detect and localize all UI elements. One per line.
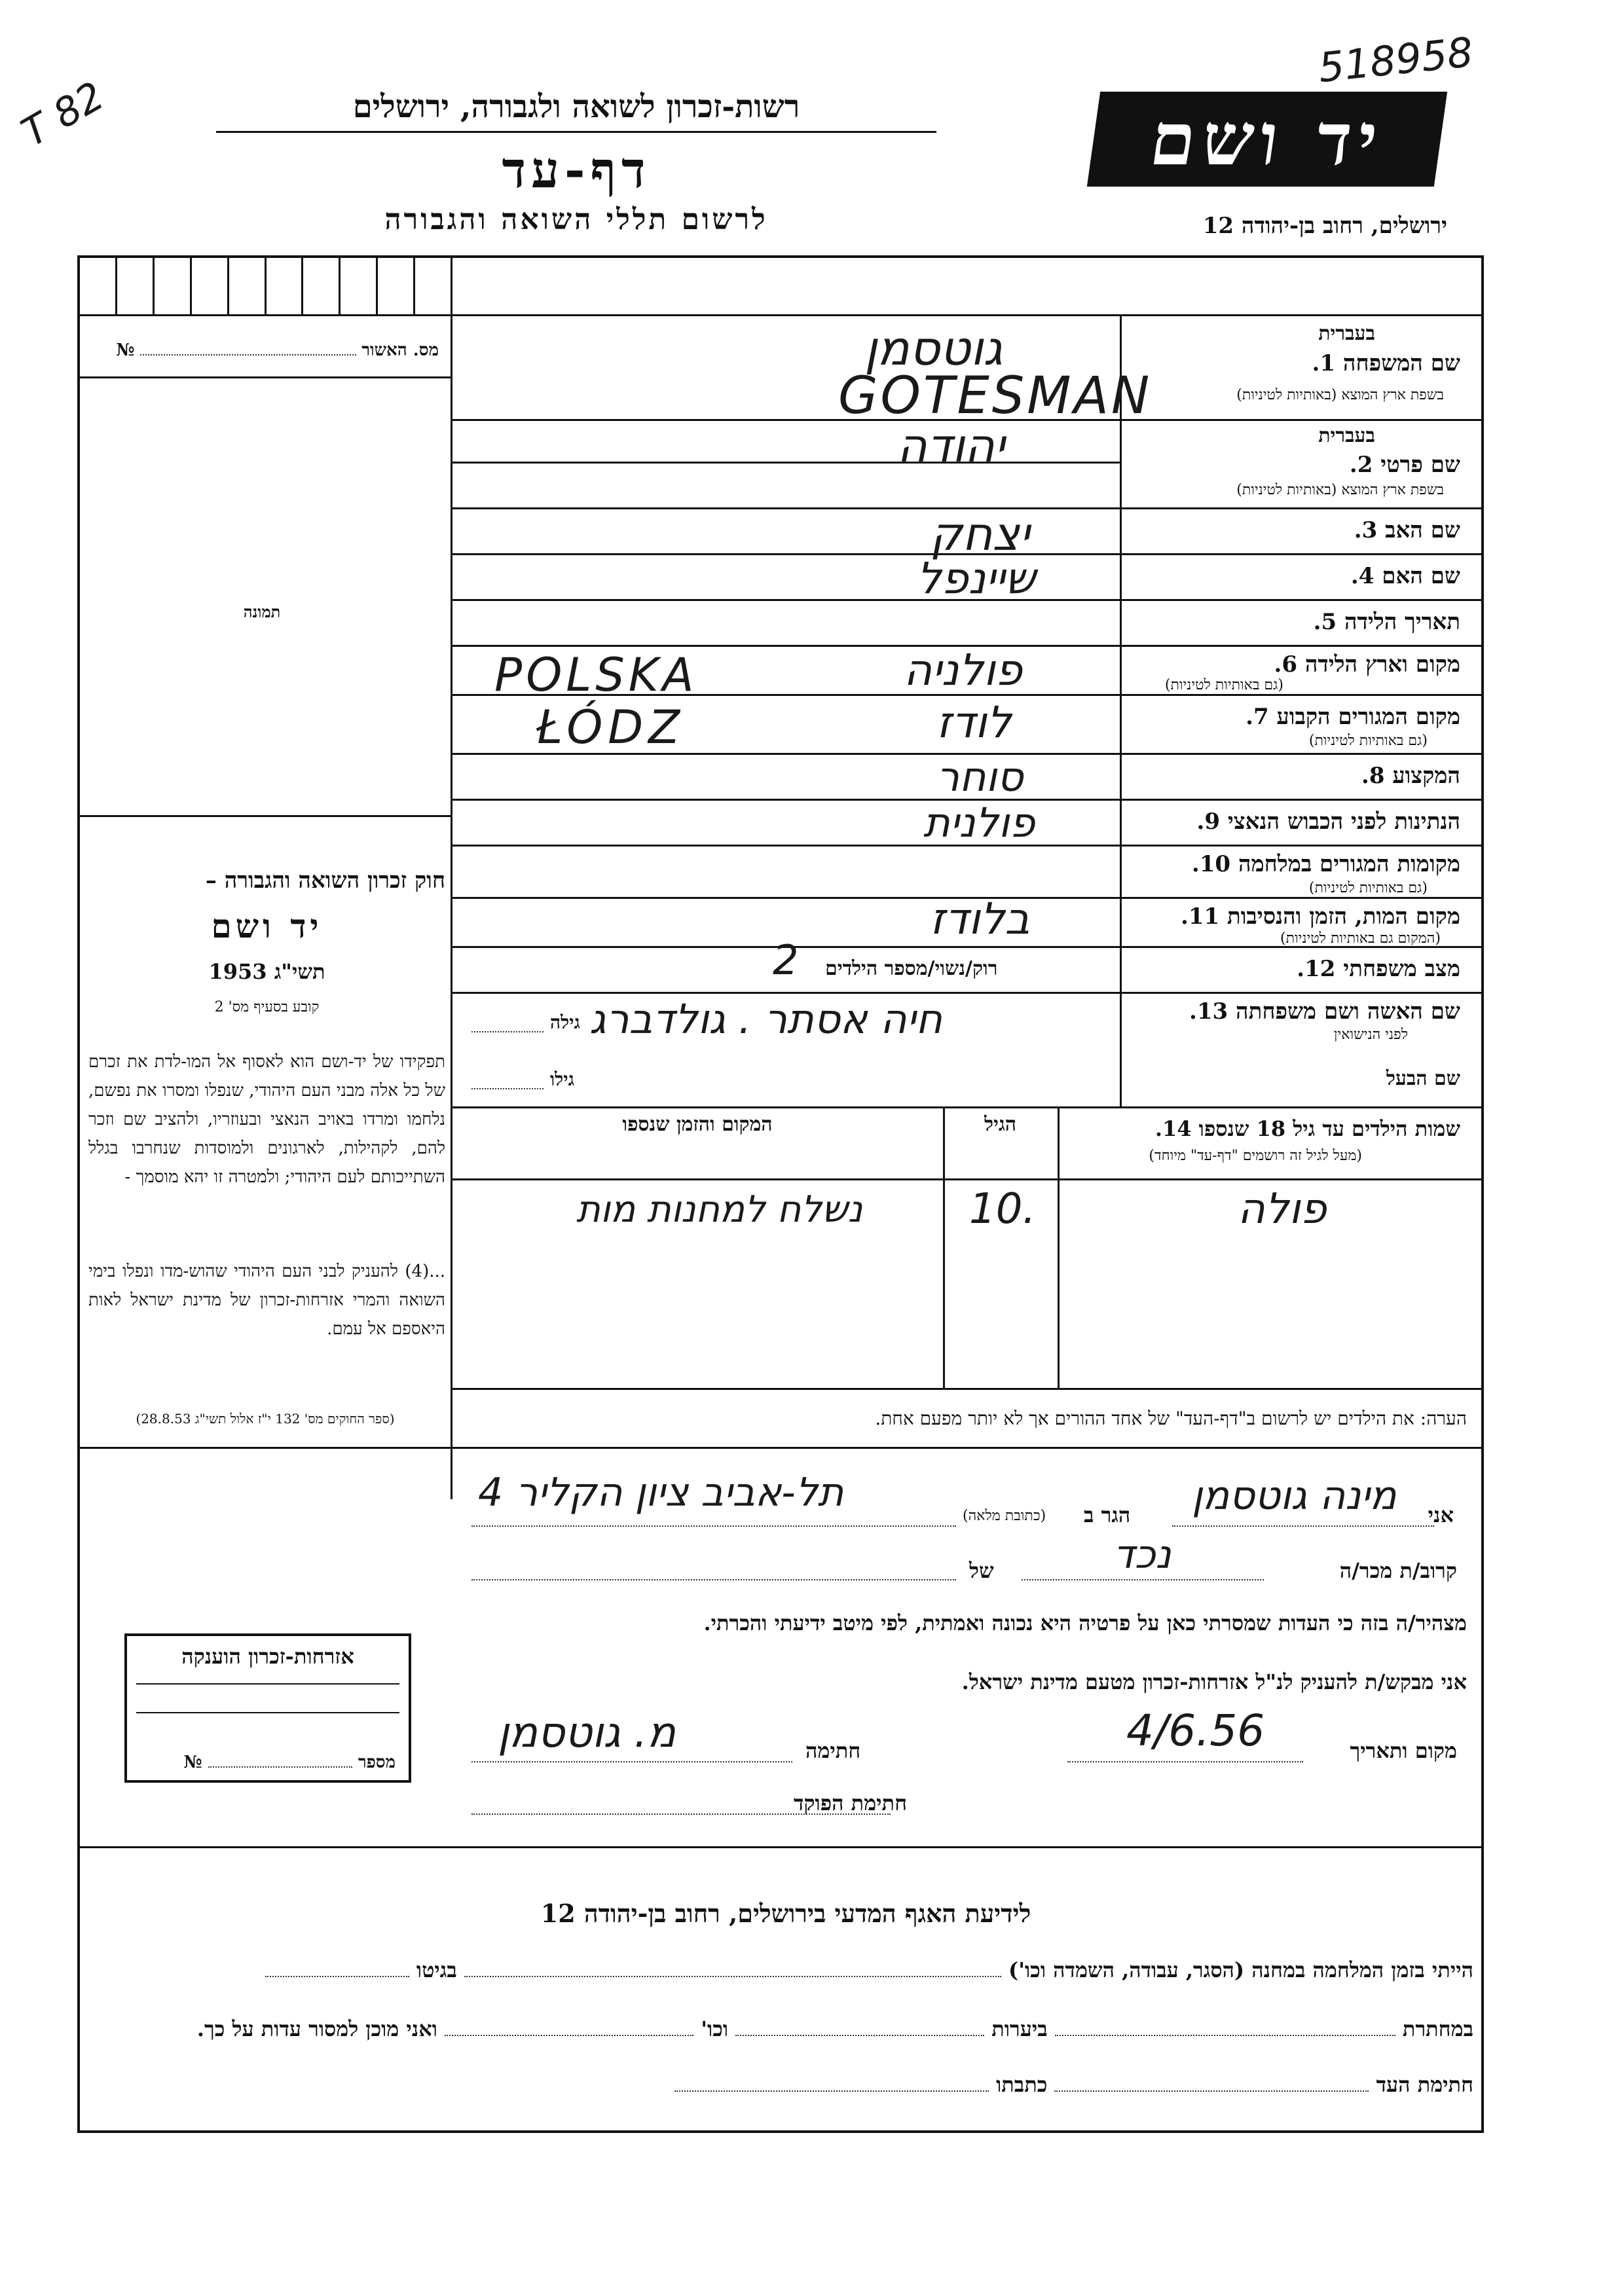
law-year: תשי"ג 1953 <box>208 959 325 984</box>
header-address: ירושלים, רחוב בן-יהודה 12 <box>1202 213 1447 239</box>
field-3-value: יצחק <box>930 507 1030 561</box>
husband-age-label: גילו <box>550 1068 574 1090</box>
margin-note: T 82 <box>14 73 112 156</box>
footer-line-1: הייתי בזמן המלחמה במחנה (הסגר, עבודה, השמדה וכו') בגיטו <box>85 1958 1473 1982</box>
field-2-label: שם פרטי 2. <box>1349 452 1460 478</box>
field-1-value-latin: GOTESMAN <box>838 367 1153 426</box>
field-11-label: מקום המות, הזמן והנסיבות 11. <box>1180 903 1460 930</box>
child-age: 10. <box>969 1185 1036 1233</box>
logo-text: יד ושם <box>1145 97 1390 181</box>
decl-address-note: (כתובת מלאה) <box>963 1508 1046 1524</box>
field-13-label: שם האשה ושם משפחתה 13. <box>1189 998 1460 1025</box>
field-6-value-he: פולניה <box>904 645 1023 695</box>
child-name: פולה <box>1238 1185 1327 1233</box>
field-6-label: מקום וארץ הלידה 6. <box>1274 651 1460 678</box>
field-9-label: הנתינות לפני הכבוש הנאצי 9. <box>1196 809 1460 835</box>
approval-row <box>92 340 439 360</box>
field-7-label: מקום המגורים הקבוע 7. <box>1246 704 1460 730</box>
field-13-note: לפני הנישואין <box>1333 1027 1408 1043</box>
form-title: דף-עד <box>502 141 651 199</box>
decl-signature: מ. גוטסמן <box>498 1709 676 1757</box>
child-place: נשלח למחנות מות <box>576 1188 863 1231</box>
field-5-label: תאריך הלידה 5. <box>1313 609 1460 635</box>
decl-name: מינה גוטסמן <box>1192 1473 1397 1519</box>
field-8-label: המקצוע 8. <box>1361 763 1460 789</box>
children-col-age: הגיל <box>984 1113 1017 1136</box>
decl-officer-label: חתימת הפוקד <box>794 1791 907 1815</box>
decl-relation: נכד <box>1113 1532 1172 1578</box>
field-12-marital-options: רוק/נשוי/מספר הילדים <box>825 957 998 980</box>
law-text-2: ...(4) להעניק לבני העם היהודי שהוש-מדו ונפלו בימי השואה והמרי אזרחות-זכרון של מדינת ישראל לאות היאספם אל עמם. <box>88 1262 445 1339</box>
field-2-lang: בעברית <box>1318 424 1375 447</box>
citizenship-number-label: מספר <box>358 1753 396 1772</box>
citizenship-box <box>124 1633 411 1783</box>
field-4-value: שיינפל <box>917 553 1036 604</box>
field-7-note: (גם באותיות לטיניות) <box>1308 733 1428 749</box>
remark: הערה: את הילדים יש לרשום ב"דף-העד" של אחד ההורים אך לא יותר מפעם אחת. <box>875 1408 1467 1429</box>
field-12-label: מצב משפחתי 12. <box>1297 956 1460 982</box>
field-6-value-latin: POLSKA <box>494 648 698 702</box>
children-note: (מעל לגיל זה רושמים "דף-עד" מיוחד) <box>1149 1148 1362 1164</box>
law-name: יד ושם <box>211 907 323 945</box>
law-text-1: תפקידו של יד-ושם הוא לאסוף אל המו-לדת את זכרם של כל אלה מבני העם היהודי, שנפלו ומסרו את נפשם, נלחמו ומרדו באויב הנאצי ובעוזריו, ולהציב שם וזכר להם, לקהילות, לארגונים ולמוסדות שנחרבו בגלל השתייכותם לעם היהודי; ולמטרה זו יהא מוסמך - <box>88 1052 445 1187</box>
children-label: שמות הילדים עד גיל 18 שנספו 14. <box>1154 1116 1460 1141</box>
field-2-value-he: יהודה <box>897 419 1005 473</box>
field-4-label: שם האם 4. <box>1350 563 1460 589</box>
husband-label: שם הבעל <box>1386 1067 1460 1090</box>
decl-i-label: אני <box>1428 1503 1454 1527</box>
law-title: חוק זכרון השואה והגבורה – <box>205 867 445 894</box>
field-9-value: פולנית <box>923 799 1035 847</box>
decl-place-date-label: מקום ותאריך <box>1350 1738 1457 1763</box>
field-1-lang: בעברית <box>1318 322 1375 345</box>
footer-title: לידיעת האגף המדעי בירושלים, רחוב בן-יהודה 12 <box>540 1899 1031 1928</box>
field-11-value: בלודז <box>930 894 1030 944</box>
decl-address: תל-אביב ציון הקליר 4 <box>478 1470 844 1516</box>
decl-resident-label: הגר ב <box>1084 1503 1131 1527</box>
field-12-children-count: 2 <box>773 936 799 984</box>
field-1-note: בשפת ארץ המוצא (באותיות לטיניות) <box>1236 387 1444 403</box>
footer-line-2: במחתרת ביערות וכו' ואני מוכן למסור עדות על כך. <box>196 2016 1473 2041</box>
citizenship-title: אזרחות-זכרון הוענקה <box>181 1644 354 1669</box>
field-10-note: (גם באותיות לטיניות) <box>1308 880 1428 896</box>
field-8-value: סוחר <box>936 753 1024 801</box>
law-clause: קובע בסעיף מס' 2 <box>214 999 320 1015</box>
field-2-note: בשפת ארץ המוצא (באותיות לטיניות) <box>1236 482 1444 498</box>
footer-line-3: חתימת העד כתבתו <box>85 2072 1473 2097</box>
field-13-age-label: גילה <box>550 1011 580 1033</box>
field-7-value-he: לודז <box>936 697 1012 748</box>
decl-date: 4/6.56 <box>1126 1705 1265 1756</box>
decl-statement: מצהיר/ה בזה כי העדות שמסרתי כאן על פרטיה היא נכונה ואמתית, לפי מיטב ידיעתי והכרתי. <box>703 1611 1467 1635</box>
children-col-place: המקום והזמן שנספו <box>622 1113 773 1136</box>
approval-label: מס. האשור <box>361 340 439 360</box>
field-1-value-he: גוטסמן <box>864 321 1003 376</box>
form-subtitle: לרשום תללי השואה והגבורה <box>384 203 768 236</box>
code-boxes <box>80 258 451 314</box>
law-reference: (ספר החוקים מס' 132 י"ז אלול תשי"ג 28.8.53) <box>136 1411 395 1427</box>
field-10-label: מקומות המגורים במלחמה 10. <box>1191 851 1460 877</box>
yad-vashem-logo <box>1087 92 1447 187</box>
photo-label: תמונה <box>243 602 281 621</box>
field-6-note: (גם באותיות לטיניות) <box>1164 677 1283 693</box>
approval-no: № <box>116 340 135 360</box>
authority-line: רשות-זכרון לשואה ולגבורה, ירושלים <box>352 88 800 125</box>
stamp-number: 518958 <box>1316 27 1476 92</box>
decl-relation-label: קרוב/ת מכר/ה <box>1339 1558 1457 1583</box>
decl-of-label: של <box>969 1558 994 1583</box>
field-7-value-latin: ŁÓDZ <box>537 701 686 754</box>
field-13-value: חיה אסתר . גולדברג <box>589 995 943 1043</box>
field-11-note: (המקום גם באותיות לטיניות) <box>1280 930 1441 947</box>
decl-signature-label: חתימה <box>805 1738 861 1763</box>
citizenship-no: № <box>183 1753 202 1772</box>
field-3-label: שם האב 3. <box>1354 517 1460 543</box>
field-1-label: שם המשפחה 1. <box>1312 350 1460 376</box>
decl-request: אני מבקש/ת להעניק לנ"ל אזרחות-זכרון מטעם מדינת ישראל. <box>961 1669 1467 1694</box>
